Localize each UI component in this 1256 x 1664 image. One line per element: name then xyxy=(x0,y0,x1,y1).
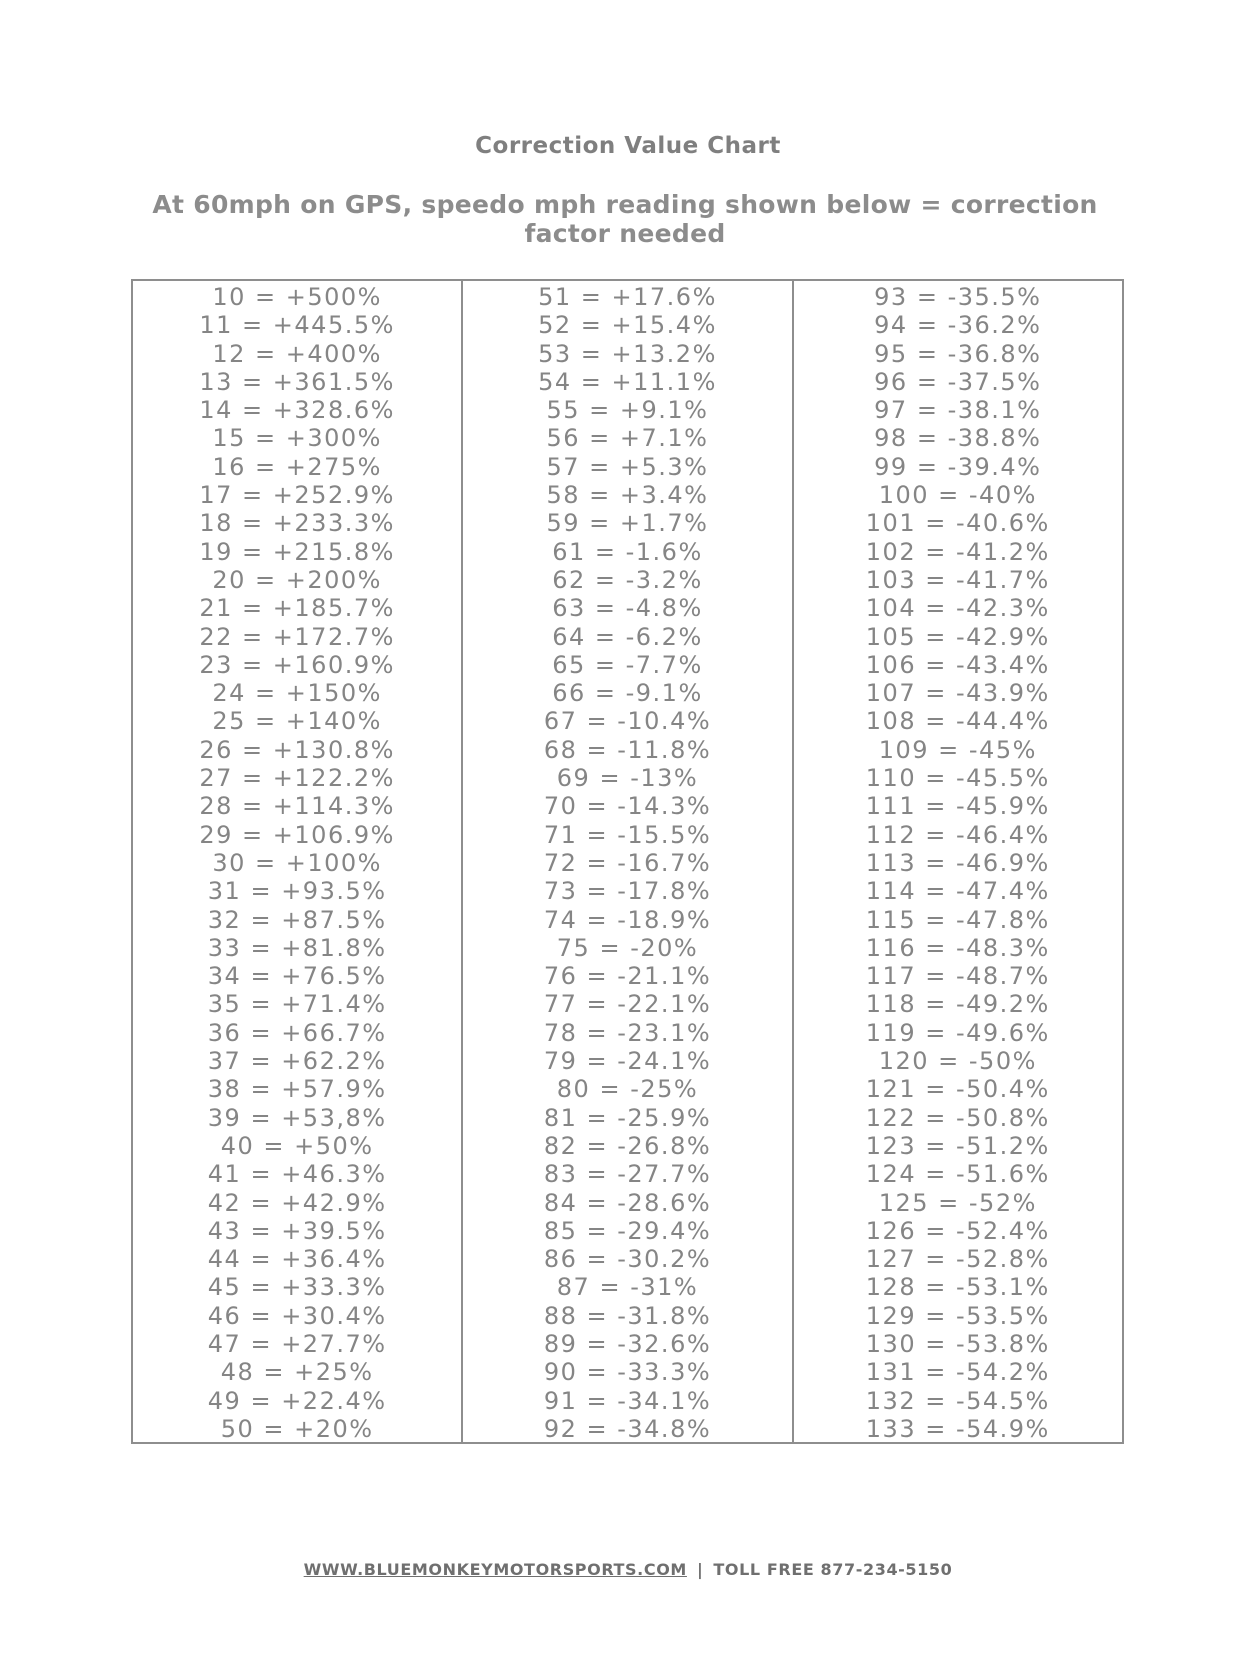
table-entry: 116 = -48.3% xyxy=(865,933,1050,962)
table-entry: 53 = +13.2% xyxy=(538,339,717,368)
table-entry: 63 = -4.8% xyxy=(552,594,703,623)
table-entry: 18 = +233.3% xyxy=(199,509,395,538)
table-entry: 17 = +252.9% xyxy=(199,481,395,510)
table-entry: 24 = +150% xyxy=(212,679,382,708)
table-entry: 21 = +185.7% xyxy=(199,594,395,623)
table-entry: 100 = -40% xyxy=(878,481,1037,510)
table-entry: 42 = +42.9% xyxy=(207,1188,387,1217)
table-entry: 22 = +172.7% xyxy=(199,622,395,651)
table-entry: 48 = +25% xyxy=(220,1358,374,1387)
table-entry: 121 = -50.4% xyxy=(865,1075,1050,1104)
table-entry: 101 = -40.6% xyxy=(865,509,1050,538)
table-entry: 81 = -25.9% xyxy=(543,1103,712,1132)
page-subtitle: At 60mph on GPS, speedo mph reading shown below = correction factor needed xyxy=(152,190,1098,248)
table-entry: 62 = -3.2% xyxy=(552,565,703,594)
table-entry: 85 = -29.4% xyxy=(543,1216,712,1245)
table-entry: 126 = -52.4% xyxy=(865,1216,1050,1245)
table-entry: 80 = -25% xyxy=(556,1075,699,1104)
table-entry: 47 = +27.7% xyxy=(207,1329,387,1358)
table-entry: 133 = -54.9% xyxy=(865,1414,1050,1443)
table-entry: 91 = -34.1% xyxy=(543,1386,712,1415)
toll-free-phone: TOLL FREE 877-234-5150 xyxy=(713,1560,953,1579)
table-entry: 122 = -50.8% xyxy=(865,1103,1050,1132)
table-entry: 65 = -7.7% xyxy=(552,650,703,679)
table-entry: 16 = +275% xyxy=(212,452,382,481)
table-entry: 99 = -39.4% xyxy=(874,452,1042,481)
table-entry: 75 = -20% xyxy=(556,933,699,962)
table-entry: 110 = -45.5% xyxy=(865,764,1050,793)
table-entry: 67 = -10.4% xyxy=(543,707,712,736)
table-entry: 97 = -38.1% xyxy=(874,396,1042,425)
table-entry: 128 = -53.1% xyxy=(865,1273,1050,1302)
table-entry: 73 = -17.8% xyxy=(543,877,712,906)
table-entry: 37 = +62.2% xyxy=(207,1047,387,1076)
table-entry: 68 = -11.8% xyxy=(543,735,712,764)
table-entry: 34 = +76.5% xyxy=(207,962,387,991)
table-entry: 86 = -30.2% xyxy=(543,1245,712,1274)
table-entry: 40 = +50% xyxy=(220,1131,374,1160)
table-entry: 109 = -45% xyxy=(878,735,1037,764)
table-entry: 29 = +106.9% xyxy=(199,820,395,849)
correction-table xyxy=(131,279,1124,1444)
table-entry: 87 = -31% xyxy=(556,1273,699,1302)
table-entry: 54 = +11.1% xyxy=(538,367,717,396)
table-entry: 12 = +400% xyxy=(212,339,382,368)
table-entry: 19 = +215.8% xyxy=(199,537,395,566)
table-entry: 124 = -51.6% xyxy=(865,1160,1050,1189)
table-entry: 83 = -27.7% xyxy=(543,1160,712,1189)
table-entry: 104 = -42.3% xyxy=(865,594,1050,623)
table-entry: 31 = +93.5% xyxy=(207,877,387,906)
table-entry: 11 = +445.5% xyxy=(199,311,395,340)
table-entry: 57 = +5.3% xyxy=(546,452,709,481)
table-entry: 50 = +20% xyxy=(220,1414,374,1443)
table-entry: 43 = +39.5% xyxy=(207,1216,387,1245)
table-entry: 98 = -38.8% xyxy=(874,424,1042,453)
table-entry: 30 = +100% xyxy=(212,848,382,877)
table-entry: 96 = -37.5% xyxy=(874,367,1042,396)
table-entry: 61 = -1.6% xyxy=(552,537,703,566)
table-entry: 45 = +33.3% xyxy=(207,1273,387,1302)
table-entry: 113 = -46.9% xyxy=(865,848,1050,877)
table-entry: 38 = +57.9% xyxy=(207,1075,387,1104)
table-entry: 33 = +81.8% xyxy=(207,933,387,962)
table-entry: 59 = +1.7% xyxy=(546,509,709,538)
table-entry: 55 = +9.1% xyxy=(546,396,709,425)
table-entry: 35 = +71.4% xyxy=(207,990,387,1019)
table-entry: 23 = +160.9% xyxy=(199,650,395,679)
table-entry: 102 = -41.2% xyxy=(865,537,1050,566)
table-entry: 10 = +500% xyxy=(212,283,382,311)
table-entry: 129 = -53.5% xyxy=(865,1301,1050,1330)
table-entry: 105 = -42.9% xyxy=(865,622,1050,651)
table-entry: 44 = +36.4% xyxy=(207,1245,387,1274)
table-entry: 25 = +140% xyxy=(212,707,382,736)
table-column-2 xyxy=(461,281,791,1442)
table-entry: 58 = +3.4% xyxy=(546,481,709,510)
table-entry: 69 = -13% xyxy=(556,764,699,793)
table-entry: 118 = -49.2% xyxy=(865,990,1050,1019)
table-entry: 39 = +53,8% xyxy=(207,1103,387,1132)
page-title: Correction Value Chart xyxy=(475,133,781,159)
website-link[interactable]: WWW.BLUEMONKEYMOTORSPORTS.COM xyxy=(303,1560,687,1579)
table-column-1 xyxy=(133,281,461,1442)
table-entry: 108 = -44.4% xyxy=(865,707,1050,736)
table-column-3 xyxy=(792,281,1122,1442)
table-entry: 92 = -34.8% xyxy=(543,1414,712,1443)
table-entry: 66 = -9.1% xyxy=(552,679,703,708)
table-entry: 28 = +114.3% xyxy=(199,792,395,821)
table-entry: 106 = -43.4% xyxy=(865,650,1050,679)
table-entry: 74 = -18.9% xyxy=(543,905,712,934)
table-entry: 15 = +300% xyxy=(212,424,382,453)
table-entry: 64 = -6.2% xyxy=(552,622,703,651)
table-entry: 14 = +328.6% xyxy=(199,396,395,425)
table-entry: 71 = -15.5% xyxy=(543,820,712,849)
table-entry: 51 = +17.6% xyxy=(538,283,717,311)
table-entry: 82 = -26.8% xyxy=(543,1131,712,1160)
table-entry: 46 = +30.4% xyxy=(207,1301,387,1330)
table-entry: 114 = -47.4% xyxy=(865,877,1050,906)
table-entry: 111 = -45.9% xyxy=(865,792,1050,821)
table-entry: 107 = -43.9% xyxy=(865,679,1050,708)
table-entry: 112 = -46.4% xyxy=(865,820,1050,849)
table-entry: 49 = +22.4% xyxy=(207,1386,387,1415)
table-entry: 115 = -47.8% xyxy=(865,905,1050,934)
table-entry: 26 = +130.8% xyxy=(199,735,395,764)
table-entry: 125 = -52% xyxy=(878,1188,1037,1217)
table-entry: 78 = -23.1% xyxy=(543,1018,712,1047)
table-entry: 41 = +46.3% xyxy=(207,1160,387,1189)
table-entry: 76 = -21.1% xyxy=(543,962,712,991)
table-entry: 13 = +361.5% xyxy=(199,367,395,396)
table-entry: 131 = -54.2% xyxy=(865,1358,1050,1387)
table-entry: 20 = +200% xyxy=(212,565,382,594)
table-entry: 103 = -41.7% xyxy=(865,565,1050,594)
table-entry: 132 = -54.5% xyxy=(865,1386,1050,1415)
footer-separator: | xyxy=(696,1560,704,1579)
table-entry: 127 = -52.8% xyxy=(865,1245,1050,1274)
footer xyxy=(0,1560,1256,1579)
table-entry: 120 = -50% xyxy=(878,1047,1037,1076)
table-entry: 56 = +7.1% xyxy=(546,424,709,453)
table-entry: 95 = -36.8% xyxy=(874,339,1042,368)
table-entry: 88 = -31.8% xyxy=(543,1301,712,1330)
table-entry: 77 = -22.1% xyxy=(543,990,712,1019)
table-entry: 79 = -24.1% xyxy=(543,1047,712,1076)
table-entry: 72 = -16.7% xyxy=(543,848,712,877)
table-entry: 52 = +15.4% xyxy=(538,311,717,340)
table-entry: 94 = -36.2% xyxy=(874,311,1042,340)
table-entry: 32 = +87.5% xyxy=(207,905,387,934)
table-entry: 123 = -51.2% xyxy=(865,1131,1050,1160)
table-entry: 70 = -14.3% xyxy=(543,792,712,821)
table-entry: 36 = +66.7% xyxy=(207,1018,387,1047)
table-entry: 84 = -28.6% xyxy=(543,1188,712,1217)
table-entry: 119 = -49.6% xyxy=(865,1018,1050,1047)
table-entry: 130 = -53.8% xyxy=(865,1329,1050,1358)
table-entry: 90 = -33.3% xyxy=(543,1358,712,1387)
table-entry: 93 = -35.5% xyxy=(874,283,1042,311)
table-entry: 27 = +122.2% xyxy=(199,764,395,793)
table-entry: 89 = -32.6% xyxy=(543,1329,712,1358)
table-entry: 117 = -48.7% xyxy=(865,962,1050,991)
